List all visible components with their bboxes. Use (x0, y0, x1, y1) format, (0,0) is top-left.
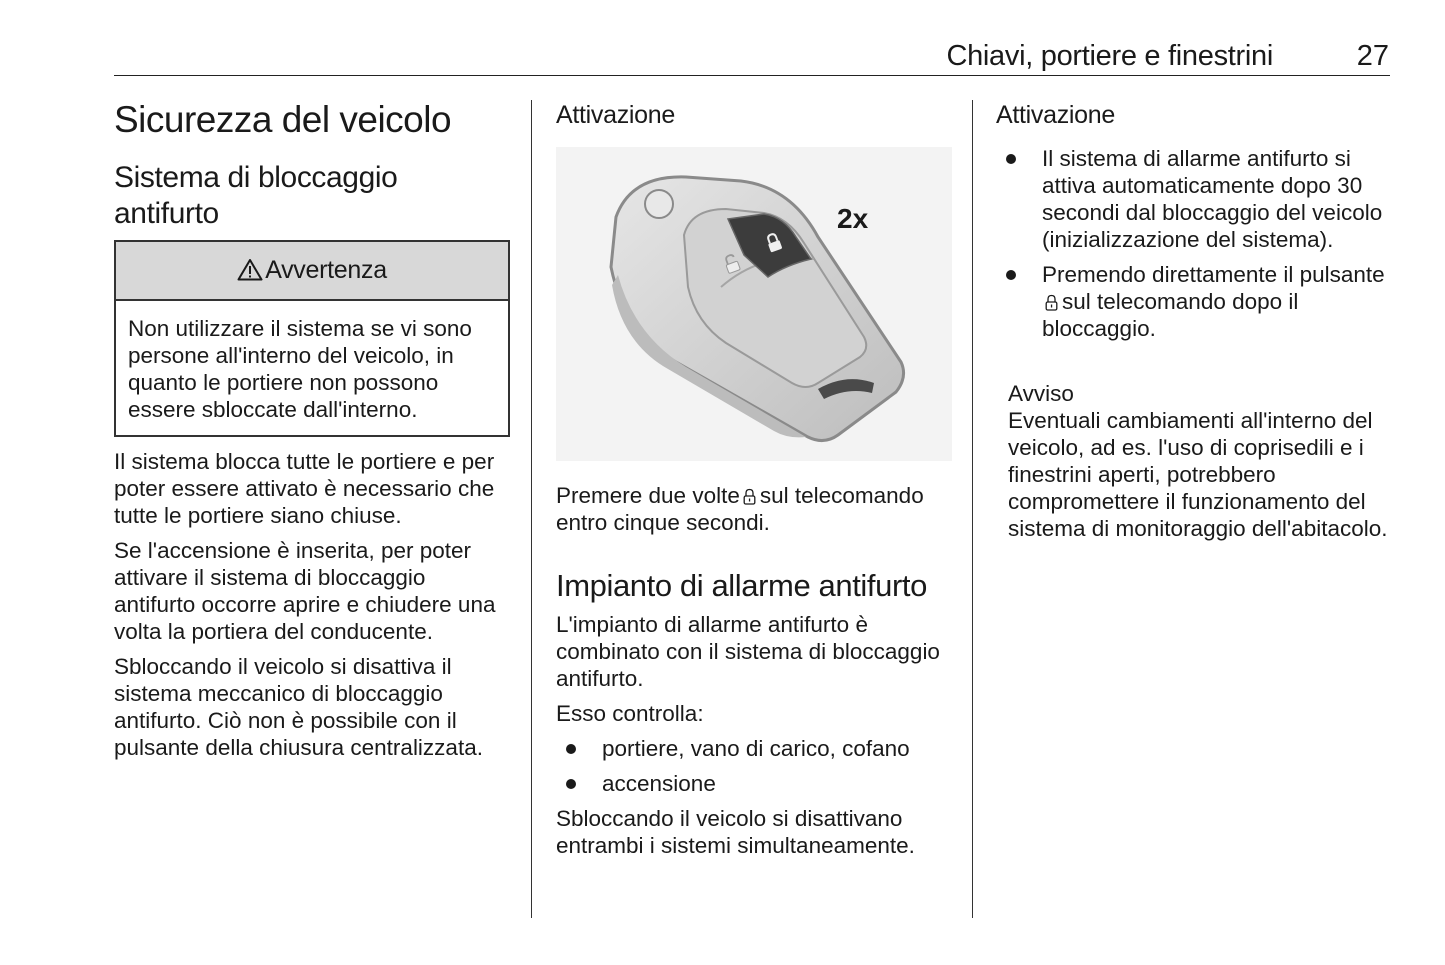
lock-button-icon (1045, 294, 1058, 311)
activation-instruction-end: sul telecomando entro cinque secondi. (556, 483, 924, 535)
column-divider-2 (972, 100, 973, 918)
section-subtitle: Sistema di bloccaggio antifurto (114, 161, 398, 230)
warning-header (116, 242, 508, 301)
note-text: Eventuali cambiamenti all'interno del veicolo, ad es. l'uso di coprisedili e i finestrini aperti, potrebbero compromettere il funzionamento del sistema di monitoraggio dell'abitacolo. (1008, 408, 1388, 541)
header-rule (114, 75, 1390, 76)
activation-instruction (556, 482, 956, 536)
column-divider-1 (531, 100, 532, 918)
monitors-label: Esso controlla: (556, 701, 704, 726)
running-header-title: Chiavi, portiere e finestrini (946, 40, 1273, 72)
alarm-intro: L'impianto di allarme antifurto è combinato con il sistema di bloccaggio antifurto. (556, 612, 940, 691)
activation-instruction-start: Premere due volte (556, 483, 740, 508)
note-label: Avviso (1008, 381, 1074, 406)
alarm-heading: Impianto di allarme antifurto (556, 568, 927, 603)
page-number: 27 (1356, 40, 1389, 72)
list-item: portiere, vano di carico, cofano (556, 735, 952, 762)
lock-button-icon (743, 488, 756, 505)
warning-box (114, 240, 510, 437)
press-count-label: 2x (837, 203, 869, 234)
car-key-remote-icon (556, 147, 952, 461)
closing-paragraph: Sbloccando il veicolo si disattivano entrambi i sistemi simultaneamente. (556, 806, 915, 858)
list-item: accensione (556, 770, 952, 797)
warning-text: Non utilizzare il sistema se vi sono persone all'interno del veicolo, in quanto le portiere non possono essere sbloccate dall'interno. (128, 316, 472, 422)
warning-label: Avvertenza (265, 256, 387, 284)
list-item: Premendo direttamente il pulsantesul telecomando dopo il bloccaggio. (996, 261, 1392, 342)
paragraph: Sbloccando il veicolo si disattiva il sistema meccanico di bloccaggio antifurto. Ciò non è possibile con il pulsante della chiusura centralizzata. (114, 654, 483, 760)
activation-heading: Attivazione (556, 101, 675, 129)
paragraph: Il sistema blocca tutte le portiere e per poter essere attivato è necessario che tutte le portiere siano chiuse. (114, 449, 495, 528)
activation-heading: Attivazione (996, 101, 1115, 129)
section-title: Sicurezza del veicolo (114, 99, 452, 140)
car-key-remote-figure (556, 147, 952, 461)
paragraph: Se l'accensione è inserita, per poter attivare il sistema di bloccaggio antifurto occorre aprire e chiudere una volta la portiera del conducente. (114, 538, 496, 644)
warning-triangle-icon (237, 255, 263, 286)
list-item: Il sistema di allarme antifurto si attiva automaticamente dopo 30 secondi dal bloccaggio del veicolo (inizializzazione del sistema). (996, 145, 1392, 253)
activation-list (996, 145, 1392, 342)
monitors-list (556, 735, 952, 797)
